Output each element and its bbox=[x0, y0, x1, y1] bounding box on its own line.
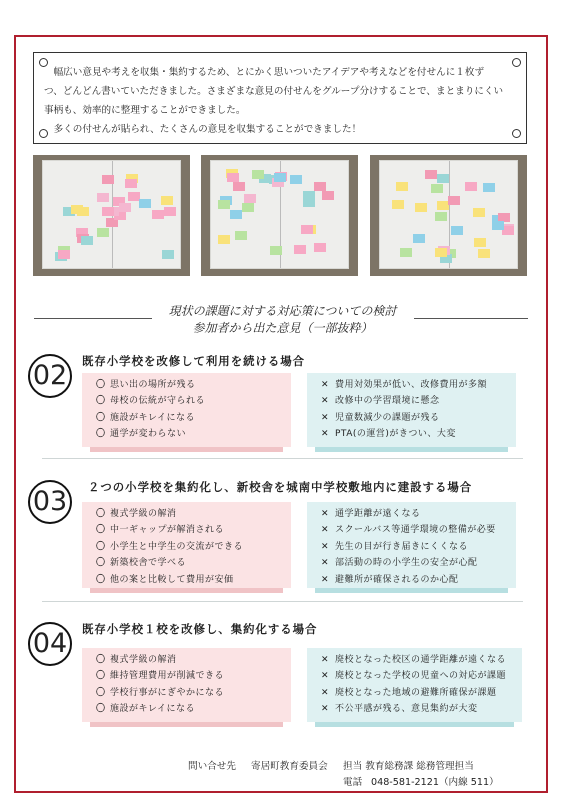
contact-label: 問い合せ先 bbox=[188, 761, 236, 772]
intro-text bbox=[44, 63, 516, 139]
heading-line-2: 参加者から出た意見（一部抜粋） bbox=[192, 321, 373, 335]
section-divider bbox=[42, 601, 523, 602]
sticky-note bbox=[435, 212, 447, 221]
sticky-note bbox=[97, 228, 109, 237]
sticky-note bbox=[301, 225, 313, 234]
phone-label: 電話 bbox=[343, 777, 363, 788]
con-item: ✕ スクールバス等通学環境の整備が必要 bbox=[321, 525, 496, 536]
intro-line: 多くの付せんが貼られ、たくさんの意見を収集することができました！ bbox=[44, 124, 362, 135]
con-item: ✕ PTA(の運営)がきつい、大変 bbox=[321, 429, 456, 440]
sticky-note bbox=[400, 248, 412, 257]
pro-item: 〇 複式学級の解消 bbox=[96, 509, 177, 519]
sticky-note bbox=[274, 173, 286, 182]
section-divider bbox=[42, 458, 523, 459]
photo-strip bbox=[33, 155, 527, 276]
sticky-note bbox=[492, 221, 504, 230]
con-item: ✕ 児童数減少の課題が残る bbox=[321, 412, 440, 423]
pro-item: 〇 小学生と中学生の交流ができる bbox=[96, 541, 244, 552]
sticky-note bbox=[102, 175, 114, 184]
section-number-03: 03 bbox=[28, 480, 72, 524]
cons-panel-03 bbox=[307, 502, 516, 588]
pro-item: 〇 維持管理費用が削減できる bbox=[96, 671, 225, 682]
sticky-note bbox=[218, 235, 230, 244]
sticky-note bbox=[162, 250, 174, 259]
sticky-note bbox=[244, 194, 256, 203]
sticky-note bbox=[161, 196, 173, 205]
intro-line: 事柄も、効率的に整理することができました。 bbox=[44, 105, 246, 116]
con-item: ✕ 先生の目が行き届きにくくなる bbox=[321, 541, 469, 552]
pro-item: 〇 複式学級の解消 bbox=[96, 655, 177, 665]
pro-item: 〇 施設がキレイになる bbox=[96, 704, 195, 715]
intro-box bbox=[33, 52, 527, 144]
con-item: ✕ 廃校となった地域の避難所確保が課題 bbox=[321, 687, 497, 698]
phone-number: 048-581-2121（内線 511） bbox=[371, 777, 499, 788]
sticky-note bbox=[437, 174, 449, 183]
pro-item: 〇 母校の伝統が守られる bbox=[96, 396, 206, 407]
section-number-02: 02 bbox=[28, 354, 72, 398]
sticky-note bbox=[303, 198, 315, 207]
pro-item: 〇 他の案と比較して費用が安価 bbox=[96, 574, 234, 585]
sticky-note bbox=[413, 234, 425, 243]
sticky-note bbox=[396, 182, 408, 191]
sticky-note bbox=[227, 173, 239, 182]
section-title-04: 既存小学校１校を改修し、集約化する場合 bbox=[82, 622, 318, 636]
sticky-note bbox=[119, 203, 131, 212]
sticky-note bbox=[465, 182, 477, 191]
cons-panel-04 bbox=[307, 648, 522, 722]
con-item: ✕ 廃校となった校区の通学距離が遠くなる bbox=[321, 655, 507, 665]
sticky-note bbox=[58, 250, 70, 259]
sticky-note bbox=[235, 231, 247, 240]
pro-item: 〇 思い出の場所が残る bbox=[96, 380, 196, 390]
pro-item: 〇 施設がキレイになる bbox=[96, 412, 195, 423]
sticky-note bbox=[139, 199, 151, 208]
section-title-03: ２つの小学校を集約化し、新校舎を城南中学校敷地内に建設する場合 bbox=[88, 480, 473, 494]
sticky-note bbox=[233, 182, 245, 191]
sticky-note bbox=[290, 175, 302, 184]
sticky-note bbox=[448, 196, 460, 205]
sticky-note bbox=[270, 246, 282, 255]
sticky-note bbox=[431, 184, 443, 193]
pros-panel-04 bbox=[82, 648, 291, 722]
sticky-note bbox=[125, 179, 137, 188]
sticky-note bbox=[230, 210, 242, 219]
contact-dept: 担当 教育総務課 総務管理担当 bbox=[343, 761, 474, 772]
section-title-02: 既存小学校を改修して利用を続ける場合 bbox=[82, 354, 306, 368]
sticky-note bbox=[242, 203, 254, 212]
cons-panel-02 bbox=[307, 373, 516, 447]
pro-item: 〇 通学が変わらない bbox=[96, 429, 187, 440]
photo-sticky-board bbox=[33, 155, 190, 276]
sticky-note bbox=[451, 226, 463, 235]
pros-panel-02 bbox=[82, 373, 291, 447]
sticky-note bbox=[102, 207, 114, 216]
sticky-note bbox=[164, 207, 176, 216]
pro-item: 〇 中一ギャップが解消される bbox=[96, 525, 225, 536]
sticky-note bbox=[71, 205, 83, 214]
sticky-note bbox=[218, 200, 230, 209]
pro-item: 〇 学校行事がにぎやかになる bbox=[96, 687, 225, 698]
sticky-note bbox=[81, 236, 93, 245]
con-item: ✕ 改修中の学習環境に懸念 bbox=[321, 396, 440, 407]
photo-sticky-board bbox=[370, 155, 527, 276]
sticky-note bbox=[473, 208, 485, 217]
sticky-note bbox=[392, 200, 404, 209]
sticky-note bbox=[252, 170, 264, 179]
sticky-note bbox=[322, 191, 334, 200]
con-item: ✕ 費用対効果が低い、改修費用が多額 bbox=[321, 380, 488, 390]
sticky-note bbox=[152, 210, 164, 219]
section-number-04: 04 bbox=[28, 622, 72, 666]
sticky-note bbox=[435, 248, 447, 257]
con-item: ✕ 通学距離が遠くなる bbox=[321, 509, 421, 519]
heading-line-1: 現状の課題に対する対応策についての検討 bbox=[168, 304, 397, 318]
con-item: ✕ 部活動の時の小学生の安全が心配 bbox=[321, 558, 478, 569]
intro-line: 幅広い意見や考えを収集・集約するため、とにかく思いついたアイデアや考えなどを付せんに１枚ず bbox=[44, 67, 485, 78]
sticky-note bbox=[478, 249, 490, 258]
sticky-note bbox=[128, 192, 140, 201]
sticky-note bbox=[314, 182, 326, 191]
photo-sticky-board bbox=[201, 155, 358, 276]
sticky-note bbox=[314, 243, 326, 252]
contact-org: 寄居町教育委員会 bbox=[251, 761, 328, 772]
sticky-note bbox=[415, 203, 427, 212]
con-item: ✕ 不公平感が残る、意見集約が大変 bbox=[321, 704, 478, 715]
sticky-note bbox=[483, 183, 495, 192]
intro-line: つ、どんどん書いていただきました。さまざまな意見の付せんをグループ分けすることで、まとまりにくい bbox=[44, 86, 504, 97]
pros-panel-03 bbox=[82, 502, 291, 588]
sticky-note bbox=[425, 170, 437, 179]
sticky-note bbox=[97, 193, 109, 202]
sticky-note bbox=[474, 238, 486, 247]
con-item: ✕ 廃校となった学校の児童への対応が課題 bbox=[321, 671, 507, 682]
pro-item: 〇 新築校舎で学べる bbox=[96, 558, 187, 569]
sticky-note bbox=[294, 245, 306, 254]
con-item: ✕ 避難所が確保されるのか心配 bbox=[321, 574, 459, 585]
